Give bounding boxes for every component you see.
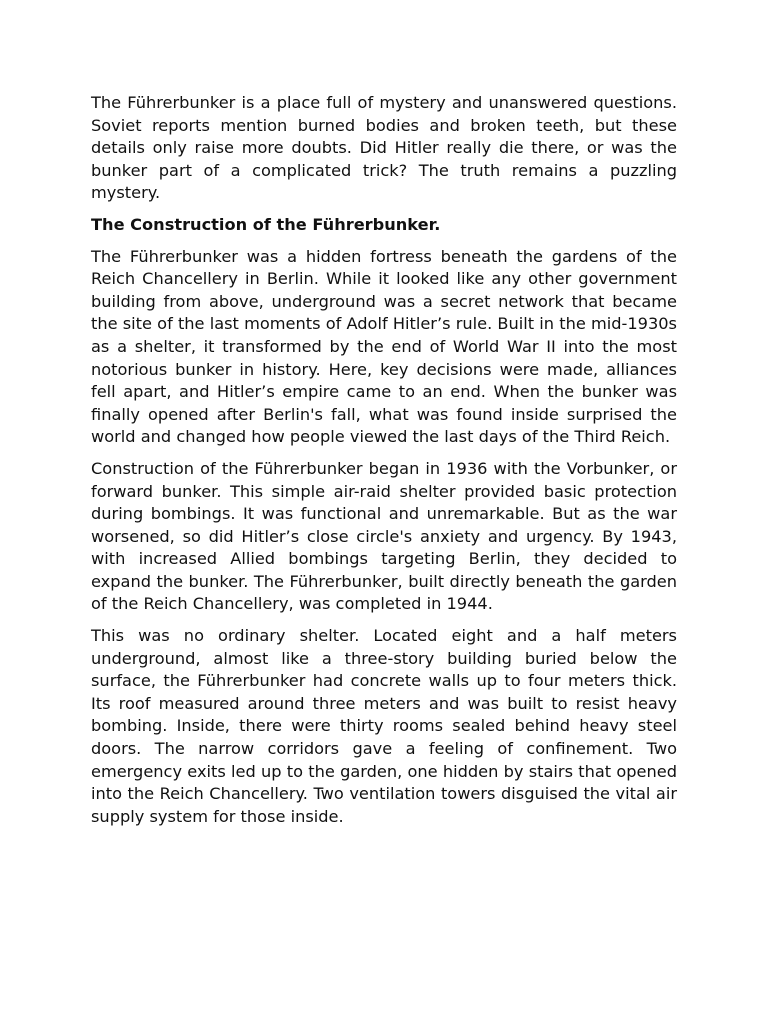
intro-paragraph: The Führerbunker is a place full of mystery and unanswered questions. Soviet reports mention burned bodies and broken teeth, but these details only raise more doubts. Did Hitler really die there, or was the bunker part of a complicated trick? The truth remains a puzzling mystery. <box>91 93 677 203</box>
section-heading: The Construction of the Führerbunker. <box>91 214 441 234</box>
body-paragraph-3: This was no ordinary shelter. Located eight and a half meters underground, almost like a three-story building buried below the surface, the Führerbunker had concrete walls up to four meters thick. Its roof measured around three meters and was built to resist heavy bombing. Inside, there were thirty rooms sealed behind heavy steel doors. The narrow corridors gave a feeling of confinement. Two emergency exits led up to the garden, one hidden by stairs that opened into the Reich Chancellery. Two ventilation towers disguised the vital air supply system for those inside. <box>91 626 677 826</box>
body-paragraph-1: The Führerbunker was a hidden fortress beneath the gardens of the Reich Chancellery in Berlin. While it looked like any other government building from above, underground was a secret network that became the site of the last moments of Adolf Hitler’s rule. Built in the mid-1930s as a shelter, it transformed by the end of World War II into the most notorious bunker in history. Here, key decisions were made, alliances fell apart, and Hitler’s empire came to an end. When the bunker was finally opened after Berlin's fall, what was found inside surprised the world and changed how people viewed the last days of the Third Reich. <box>91 246 677 447</box>
body-paragraph-2: Construction of the Führerbunker began in 1936 with the Vorbunker, or forward bunker. This simple air-raid shelter provided basic protection during bombings. It was functional and unremarkable. But as the war worsened, so did Hitler’s close circle's anxiety and urgency. By 1943, with increased Allied bombings targeting Berlin, they decided to expand the bunker. The Führerbunker, built directly beneath the garden of the Reich Chancellery, was completed in 1944. <box>91 458 677 614</box>
